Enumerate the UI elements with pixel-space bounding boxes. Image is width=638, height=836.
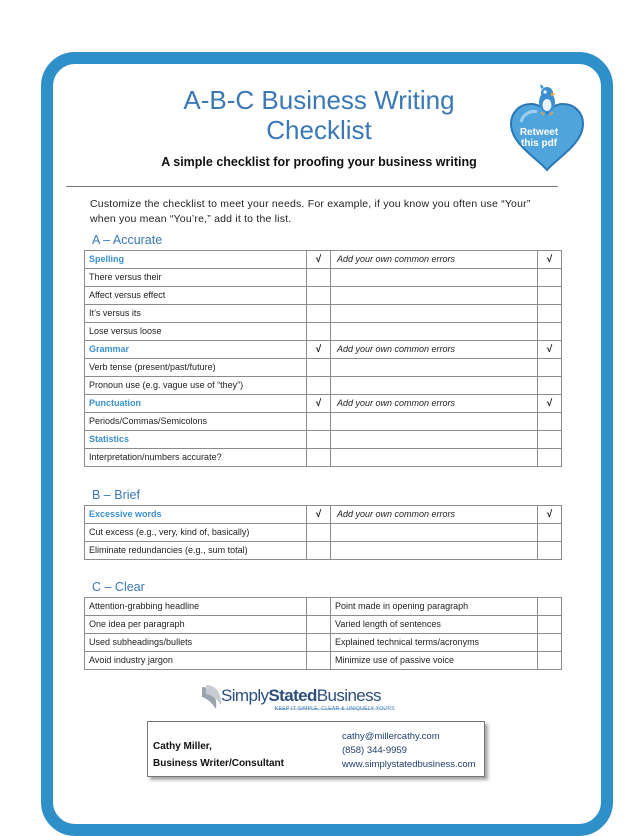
checkbox-cell[interactable]: [307, 269, 331, 287]
checklist-item: Point made in opening paragraph: [331, 598, 538, 616]
check-mark: √: [538, 251, 562, 269]
checklist-item: Explained technical terms/acronyms: [331, 634, 538, 652]
page-subtitle: A simple checklist for proofing your business writing: [161, 155, 477, 169]
checklist-item: There versus their: [85, 269, 307, 287]
checklist-item: One idea per paragraph: [85, 616, 307, 634]
check-mark: √: [307, 251, 331, 269]
add-own-errors-label: Add your own common errors: [331, 251, 538, 269]
checkbox-cell[interactable]: [538, 524, 562, 542]
table-row: [85, 449, 562, 467]
table-row: [85, 323, 562, 341]
table-row: [85, 542, 562, 560]
phone-number: (858) 344-9959: [342, 745, 407, 756]
checklist-item: Interpretation/numbers accurate?: [85, 449, 307, 467]
checkbox-cell[interactable]: [538, 359, 562, 377]
checkbox-cell[interactable]: [307, 359, 331, 377]
table-row: [85, 413, 562, 431]
intro-line2: when you mean “You’re,” add it to the list.: [90, 213, 292, 225]
checklist-item: Cut excess (e.g., very, kind of, basically): [85, 524, 307, 542]
checkbox-cell[interactable]: [538, 305, 562, 323]
checklist-item: Avoid industry jargon: [85, 652, 307, 670]
contact-details: [342, 730, 476, 772]
table-row: [85, 634, 562, 652]
check-mark: √: [307, 506, 331, 524]
table-row: [85, 305, 562, 323]
checkbox-cell[interactable]: [538, 269, 562, 287]
section-b-title: B – Brief: [92, 488, 140, 502]
checklist-item: Attention-grabbing headline: [85, 598, 307, 616]
checkbox-cell[interactable]: [307, 377, 331, 395]
page-title-line2: Checklist: [266, 115, 372, 145]
contact-name: Cathy Miller,: [153, 741, 212, 752]
contact-role: Business Writer/Consultant: [153, 758, 284, 769]
badge-line2: this pdf: [520, 138, 558, 149]
custom-entry-cell[interactable]: [331, 287, 538, 305]
checkbox-cell[interactable]: [307, 305, 331, 323]
check-mark: √: [307, 395, 331, 413]
website-link[interactable]: www.simplystatedbusiness.com: [342, 759, 476, 770]
logo-tagline: KEEP IT SIMPLE, CLEAR & UNIQUELY YOURS: [275, 706, 395, 712]
check-mark: √: [538, 395, 562, 413]
checklist-item: Pronoun use (e.g. vague use of “they”): [85, 377, 307, 395]
punctuation-header: Punctuation: [85, 395, 307, 413]
section-a-title: A – Accurate: [92, 233, 163, 247]
table-row: [85, 359, 562, 377]
checkbox-cell[interactable]: [538, 652, 562, 670]
checklist-item: Varied length of sentences: [331, 616, 538, 634]
checkbox-cell[interactable]: [307, 634, 331, 652]
checklist-item: It’s versus its: [85, 305, 307, 323]
email-link[interactable]: cathy@millercathy.com: [342, 731, 440, 742]
statistics-header: Statistics: [85, 431, 307, 449]
table-row: [85, 431, 562, 449]
custom-entry-cell[interactable]: [331, 449, 538, 467]
section-a-table: [84, 250, 562, 467]
checklist-item: Used subheadings/bullets: [85, 634, 307, 652]
table-row: [85, 377, 562, 395]
checkbox-cell[interactable]: [538, 634, 562, 652]
logo-wordmark: [221, 686, 381, 706]
table-row: [85, 341, 562, 359]
checkbox-cell[interactable]: [538, 377, 562, 395]
custom-entry-cell[interactable]: [331, 377, 538, 395]
excessive-words-header: Excessive words: [85, 506, 307, 524]
logo-part: Business: [316, 686, 381, 705]
add-own-errors-label: Add your own common errors: [331, 395, 538, 413]
divider: [66, 186, 558, 187]
table-row: [85, 395, 562, 413]
check-mark: √: [538, 506, 562, 524]
section-c-title: C – Clear: [92, 580, 145, 594]
spelling-header: Spelling: [85, 251, 307, 269]
table-row: [85, 506, 562, 524]
checkbox-cell[interactable]: [307, 652, 331, 670]
retweet-badge-text[interactable]: [509, 127, 569, 149]
checkbox-cell[interactable]: [307, 598, 331, 616]
intro-line1: Customize the checklist to meet your needs. For example, if you know you often use “Your”: [90, 198, 531, 210]
intro-text: [90, 197, 560, 227]
custom-entry-cell[interactable]: [331, 413, 538, 431]
badge-line1: Retweet: [519, 127, 559, 138]
checklist-item: Minimize use of passive voice: [331, 652, 538, 670]
contact-name-block: [153, 738, 284, 772]
add-own-errors-label: Add your own common errors: [331, 506, 538, 524]
checkbox-cell[interactable]: [307, 431, 331, 449]
add-own-errors-label: Add your own common errors: [331, 341, 538, 359]
table-row: [85, 524, 562, 542]
checkbox-cell[interactable]: [307, 542, 331, 560]
checklist-item: Affect versus effect: [85, 287, 307, 305]
checkbox-cell[interactable]: [307, 413, 331, 431]
logo-part: Stated: [268, 686, 317, 705]
custom-entry-cell[interactable]: [331, 305, 538, 323]
checklist-item: Periods/Commas/Semicolons: [85, 413, 307, 431]
custom-entry-cell[interactable]: [331, 359, 538, 377]
table-row: [85, 269, 562, 287]
checklist-item: Verb tense (present/past/future): [85, 359, 307, 377]
checkbox-cell[interactable]: [307, 323, 331, 341]
checkbox-cell[interactable]: [307, 287, 331, 305]
custom-entry-cell[interactable]: [331, 431, 538, 449]
grammar-header: Grammar: [85, 341, 307, 359]
custom-entry-cell[interactable]: [331, 542, 538, 560]
table-row: [85, 598, 562, 616]
check-mark: √: [307, 341, 331, 359]
checkbox-cell[interactable]: [307, 524, 331, 542]
checkbox-cell[interactable]: [538, 598, 562, 616]
custom-entry-cell[interactable]: [331, 524, 538, 542]
table-row: [85, 287, 562, 305]
table-row: [85, 652, 562, 670]
checkbox-cell[interactable]: [538, 616, 562, 634]
table-row: [85, 616, 562, 634]
page-title-line1: A-B-C Business Writing: [183, 85, 455, 115]
section-b-table: [84, 505, 562, 560]
contact-card: [147, 721, 485, 777]
checklist-item: Lose versus loose: [85, 323, 307, 341]
checkbox-cell[interactable]: [538, 449, 562, 467]
checklist-item: Eliminate redundancies (e.g., sum total): [85, 542, 307, 560]
checkbox-cell[interactable]: [538, 431, 562, 449]
custom-entry-cell[interactable]: [331, 323, 538, 341]
checkbox-cell[interactable]: [538, 413, 562, 431]
custom-entry-cell[interactable]: [331, 269, 538, 287]
check-mark: √: [538, 341, 562, 359]
checkbox-cell[interactable]: [538, 287, 562, 305]
checkbox-cell[interactable]: [538, 542, 562, 560]
checkbox-cell[interactable]: [307, 449, 331, 467]
checkbox-cell[interactable]: [307, 616, 331, 634]
section-c-table: [84, 597, 562, 670]
logo-part: Simply: [221, 686, 269, 705]
table-row: [85, 251, 562, 269]
checkbox-cell[interactable]: [538, 323, 562, 341]
